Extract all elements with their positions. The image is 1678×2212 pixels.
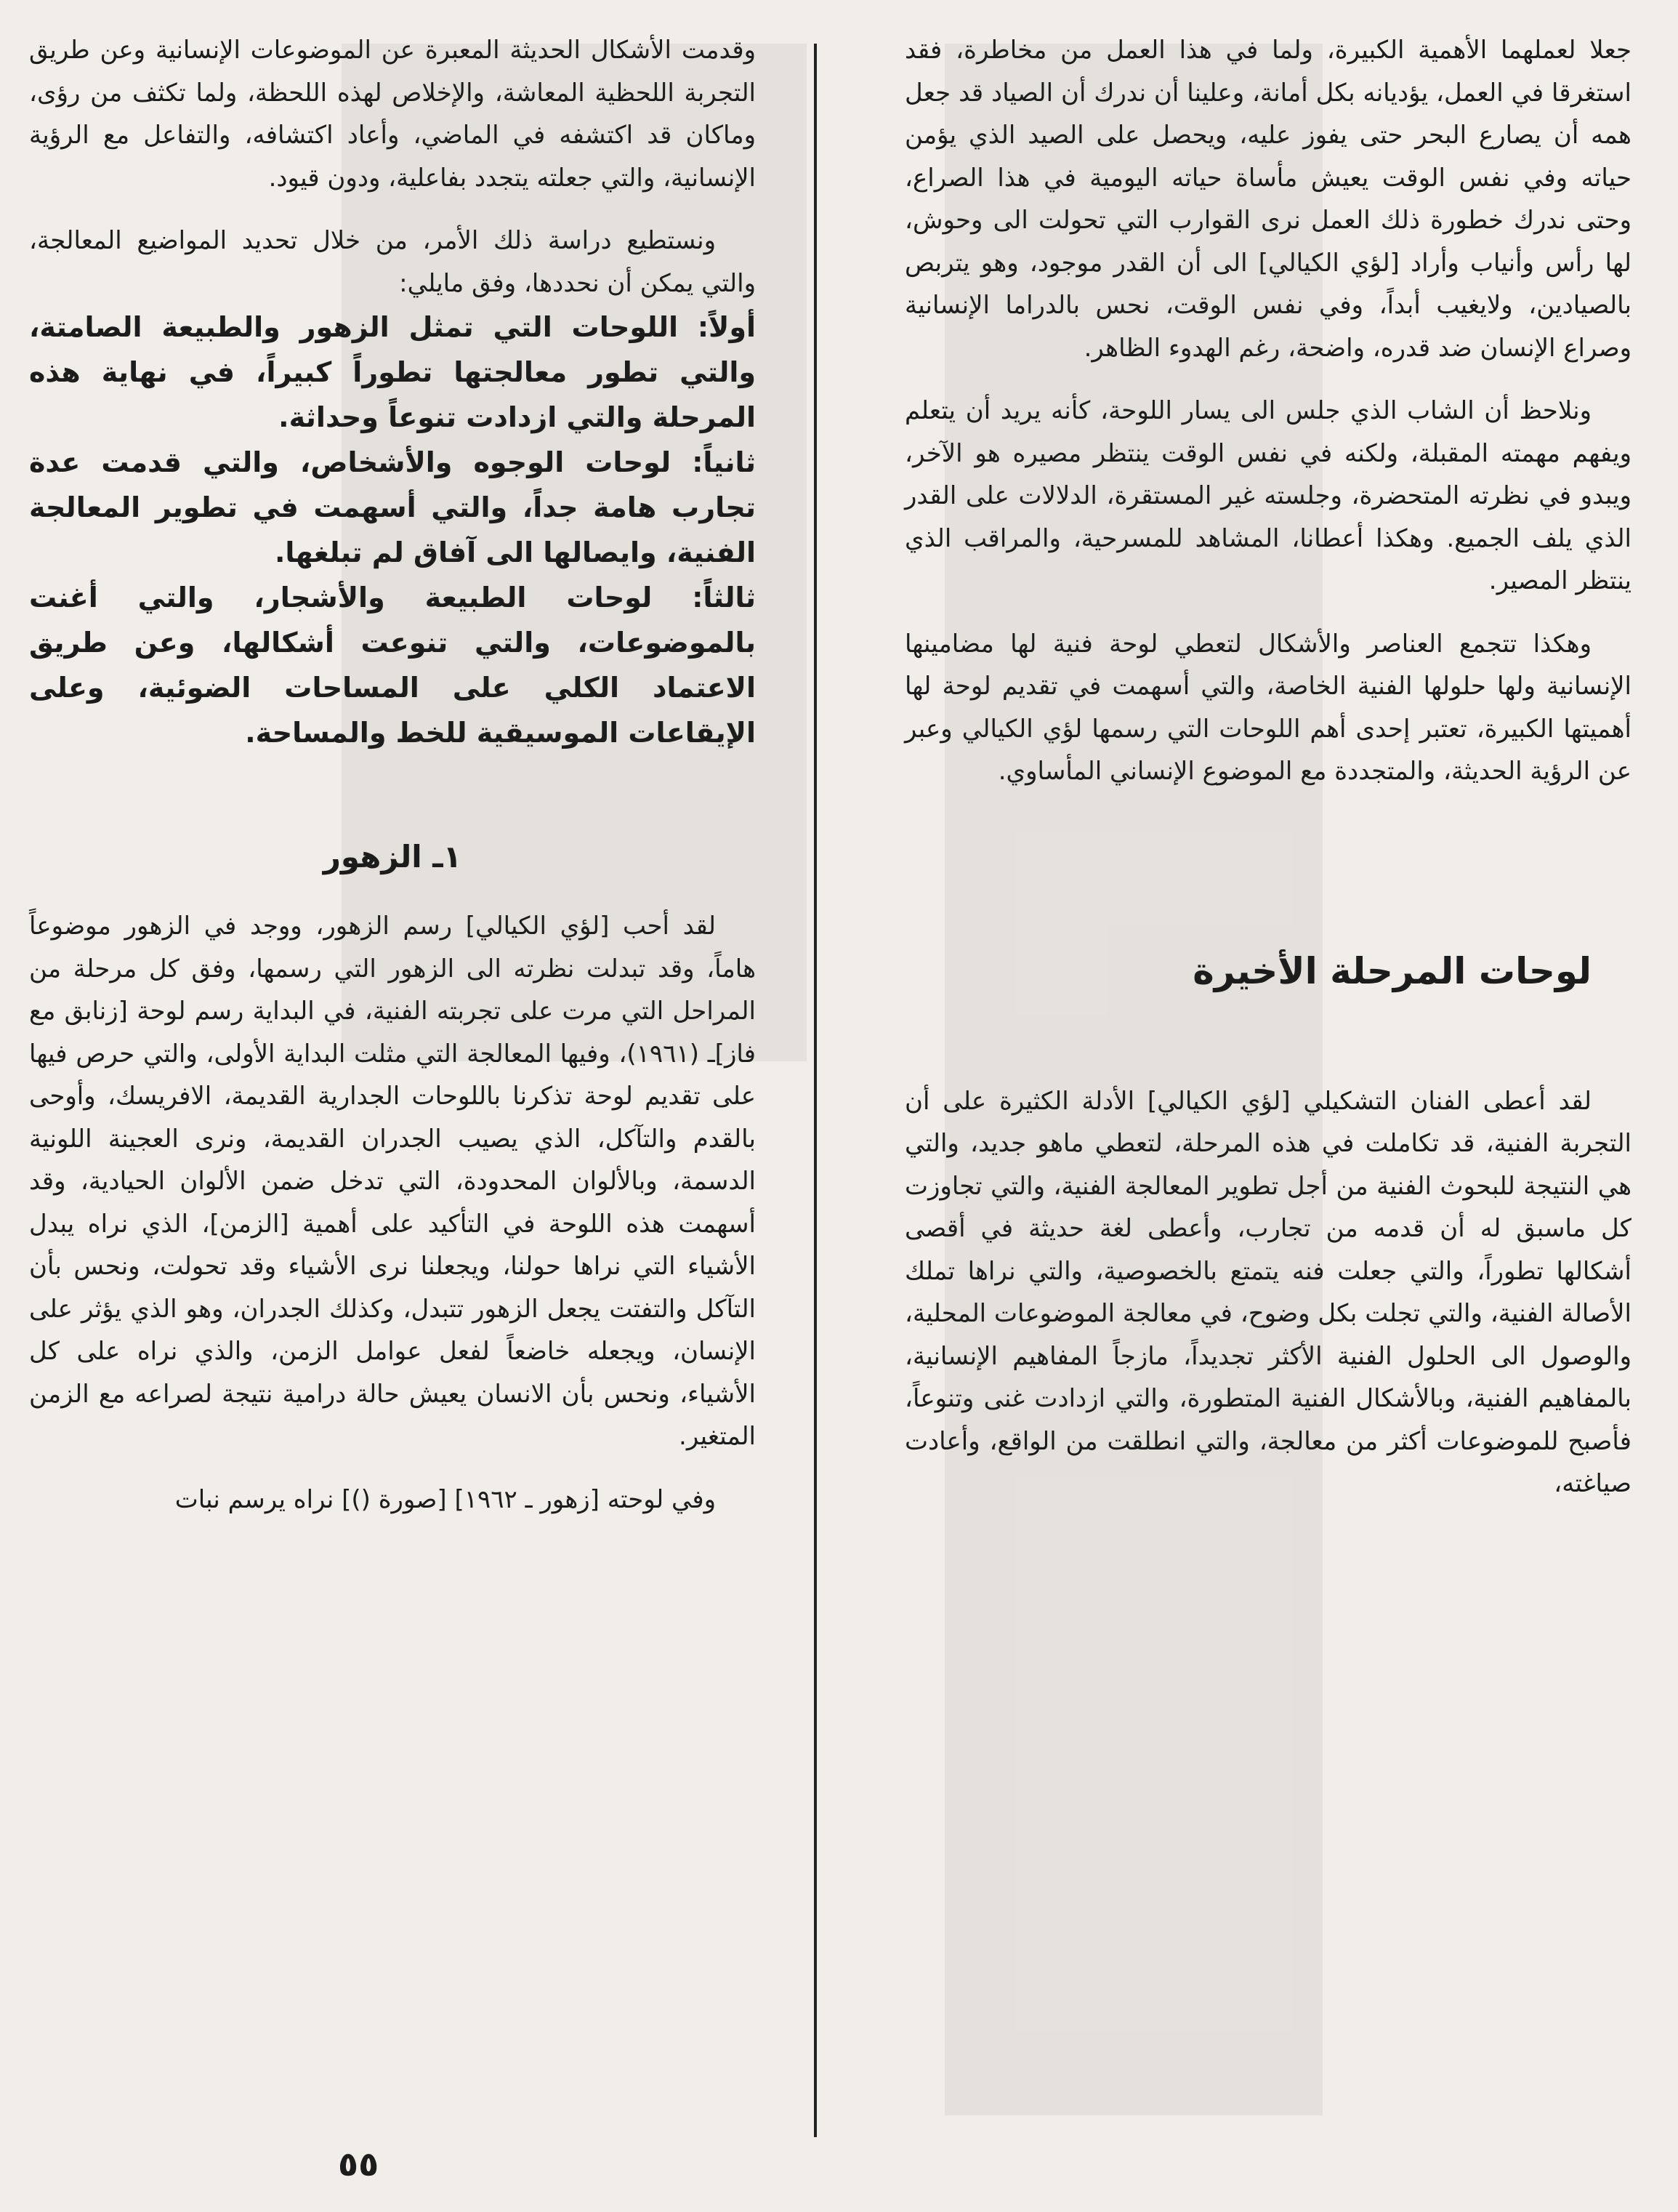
list-item-second: ثانياً: لوحات الوجوه والأشخاص، والتي قدمت عدة تجارب هامة جداً، والتي أسهمت في تطوير المعالجة الفنية، وايصالها الى آفاق لم تبلغها.	[29, 446, 756, 568]
left-paragraph-4: وفي لوحته [زهور ـ ١٩٦٢] [صورة ()] نراه يرسم نبات	[174, 1484, 716, 1514]
column-divider	[814, 44, 817, 2137]
left-paragraph-1: وقدمت الأشكال الحديثة المعبرة عن الموضوعات الإنسانية وعن طريق التجربة اللحظية المعاشة، والإخلاص لهذه اللحظة، ولما تكثف من رؤى، وماكان قد اكتشفه في الماضي، وأعاد اكتشافه، والتفاعل مع الرؤية الإنسانية، والتي جعلته يتجدد بفاعلية، ودون قيود.	[29, 36, 756, 193]
left-paragraph-2: ونستطيع دراسة ذلك الأمر، من خلال تحديد المواضيع المعالجة، والتي يمكن أن نحددها، وفق مايلي:	[29, 226, 756, 298]
right-paragraph-3: وهكذا تتجمع العناصر والأشكال لتعطي لوحة فنية لها مضامينها الإنسانية ولها حلولها الفنية الخاصة، والتي أسهمت في تقديم لوحة لها أهميتها الكبيرة، تعتبر إحدى أهم اللوحات التي رسمها لؤي الكيالي وعبر عن الرؤية الحديثة، والمتجددة مع الموضوع الإنساني المأساوي.	[905, 629, 1631, 786]
sub-heading-flowers: ١ـ الزهور	[323, 839, 462, 874]
section-heading: لوحات المرحلة الأخيرة	[1193, 949, 1592, 992]
right-paragraph-2: ونلاحظ أن الشاب الذي جلس الى يسار اللوحة، كأنه يريد أن يتعلم ويفهم مهمته المقبلة، ولكنه في نفس الوقت ينتظر مصيره هو الآخر، ويبدو في نظرته المتحضرة، وجلسته غير المستقرة، الدلالات على القدر الذي يلف الجميع. وهكذا أعطانا، المشاهد للمسرحية، والمراقب الذي ينتظر المصير.	[905, 396, 1631, 595]
right-column	[905, 29, 1631, 1505]
list-item-third: ثالثاً: لوحات الطبيعة والأشجار، والتي أغنت بالموضوعات، والتي تنوعت أشكالها، وعن طريق الاعتماد الكلي على المساحات الضوئية، وعلى الإيقاعات الموسيقية للخط والمساحة.	[29, 582, 756, 749]
list-item-first: أولاً: اللوحات التي تمثل الزهور والطبيعة الصامتة، والتي تطور معالجتها تطوراً كبيراً، في نهاية هذه المرحلة والتي ازدادت تنوعاً وحداثة.	[29, 311, 756, 433]
right-paragraph-4: لقد أعطى الفنان التشكيلي [لؤي الكيالي] الأدلة الكثيرة على أن التجربة الفنية، قد تكاملت في هذه المرحلة، لتعطي ماهو جديد، والتي هي النتيجة للبحوث الفنية من أجل تطوير المعالجة الفنية، والتي تجاوزت كل ماسبق له أن قدمه من تجارب، وأعطى لغة حديثة في أقصى أشكالها تطوراً، والتي جعلت فنه يتمتع بالخصوصية، والتي نراها تملك الأصالة الفنية، والتي تجلت بكل وضوح، في معالجة الموضوعات المحلية، والوصول الى الحلول الفنية الأكثر تجديداً، مازجاً المفاهيم الإنسانية، بالمفاهيم الفنية، وبالأشكال الفنية المتطورة، والتي ازدادت غنى وتنوعاً، فأصبح للموضوعات أكثر من معالجة، والتي انطلقت من الواقع، وأعادت صياغته،	[905, 1086, 1631, 1498]
page-number: ٥٥	[338, 2144, 379, 2184]
left-column	[29, 29, 756, 1521]
right-paragraph-1: جعلا لعملهما الأهمية الكبيرة، ولما في هذا العمل من مخاطرة، فقد استغرقا في العمل، يؤديانه بكل أمانة، وعلينا أن ندرك أن الصياد قد جعل همه أن يصارع البحر حتى يفوز عليه، ويحصل على الصيد الذي يؤمن حياته وفي نفس الوقت يعيش مأساة حياته اليومية في هذا الصراع، وحتى ندرك خطورة ذلك العمل نرى القوارب التي تحولت الى وحوش، لها رأس وأنياب وأراد [لؤي الكيالي] الى أن القدر موجود، وهو يتربص بالصيادين، ولايغيب أبداً، وفي نفس الوقت، نحس بالدراما الإنسانية وصراع الإنسان ضد قدره، واضحة، رغم الهدوء الظاهر.	[905, 36, 1631, 363]
left-paragraph-3: لقد أحب [لؤي الكيالي] رسم الزهور، ووجد في الزهور موضوعاً هاماً، وقد تبدلت نظرته الى الزهور التي رسمها، وفق كل مرحلة من المراحل التي مرت على تجربته الفنية، في البداية رسم لوحة [زنابق مع فاز]ـ (١٩٦١)، وفيها المعالجة التي مثلت البداية الأولى، والتي حرص فيها على تقديم لوحة تذكرنا باللوحات الجدارية القديمة، الافريسك، وأوحى بالقدم والتآكل، الذي يصيب الجدران القديمة، ونرى العجينة اللونية الدسمة، وبالألوان المحدودة، التي تدخل ضمن الألوان الحيادية، وقد أسهمت هذه اللوحة في التأكيد على أهمية [الزمن]، الذي نراه يبدل الأشياء التي نراها حولنا، ويجعلنا نرى الأشياء وقد تحولت، ونحس بأن التآكل والتفتت يجعل الزهور تتبدل، وكذلك الجدران، وهو الذي يؤثر على الإنسان، ويجعله خاضعاً لفعل عوامل الزمن، والذي نراه على كل الأشياء، ونحس بأن الانسان يعيش حالة درامية نتيجة لصراعه مع الزمن المتغير.	[29, 912, 756, 1451]
